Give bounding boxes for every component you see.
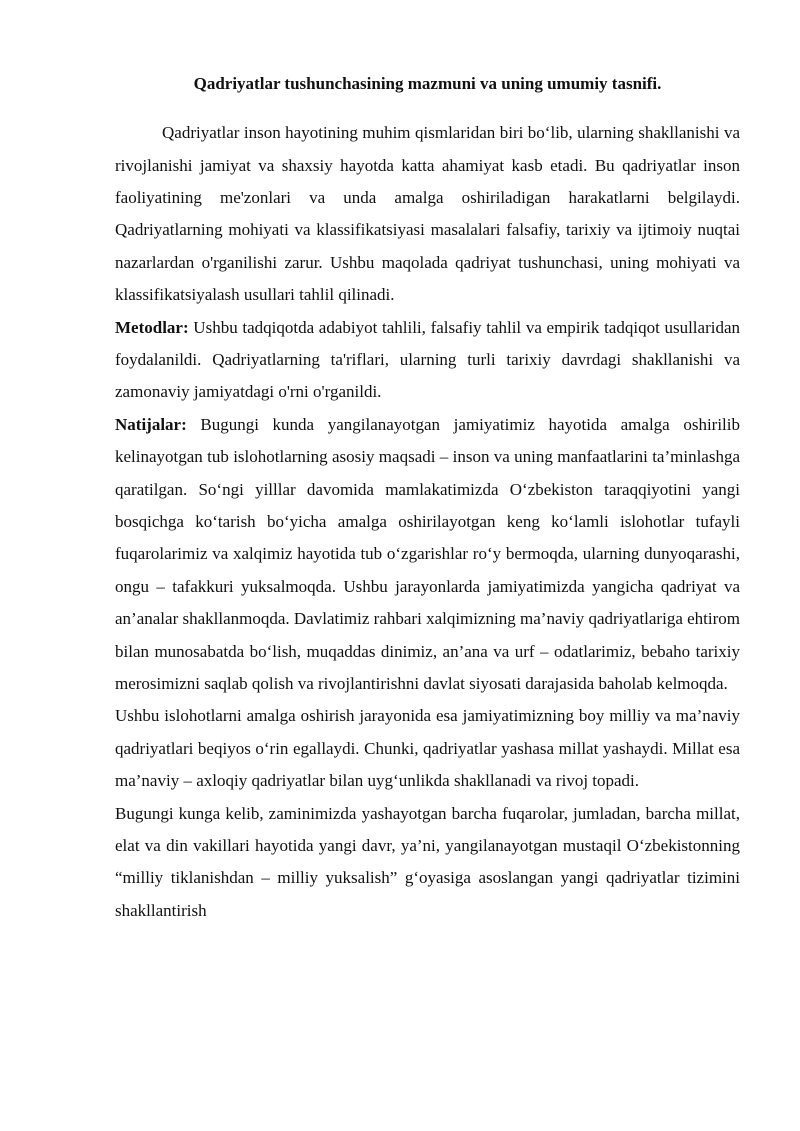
methods-text: Ushbu tadqiqotda adabiyot tahlili, falsafiy tahlil va empirik tadqiqot usullaridan foydalanildi. Qadriyatlarning ta'riflari, ularning turli tarixiy davrdagi shakllanishi va zamonaviy jamiyatdagi o'rni o'rganildi. — [115, 317, 740, 402]
results-paragraph — [115, 409, 740, 701]
document-title: Qadriyatlar tushunchasining mazmuni va uning umumiy tasnifi. — [193, 74, 662, 93]
intro-paragraph: Qadriyatlar inson hayotining muhim qismlaridan biri bo‘lib, ularning shakllanishi va rivojlanishi jamiyat va shaxsiy hayotda katta ahamiyat kasb etadi. Bu qadriyatlar inson faoliyatining me'zonlari va unda amalga oshiriladigan harakatlarni belgilaydi. Qadriyatlarning mohiyati va klassifikatsiyasi masalalari falsafiy, tarixiy va ijtimoiy nuqtai nazarlardan o'rganilishi zarur. Ushbu maqolada qadriyat tushunchasi, uning mohiyati va klassifikatsiyalash usullari tahlil qilinadi. — [115, 123, 740, 305]
document-page — [115, 73, 740, 927]
results-label: Natijalar: — [115, 414, 187, 434]
paragraph-4: Bugungi kunga kelib, zaminimizda yashayotgan barcha fuqarolar, jumladan, barcha millat, elat va din vakillari hayotida yangi davr, ya’ni, yangilanayotgan mustaqil O‘zbekistonning “milliy tiklanishdan – milliy yuksalish” g‘oyasiga asoslangan yangi qadriyatlar tizimini shakllantirish — [115, 803, 740, 920]
results-text: Bugungi kunda yangilanayotgan jamiyatimiz hayotida amalga oshirilib kelinayotgan tub islohotlarning asosiy maqsadi – inson va uning manfaatlarini ta’minlashga qaratilgan. So‘ngi yilllar davomida mamlakatimizda O‘zbekiston taraqqiyotini yangi bosqichga ko‘tarish bo‘yicha amalga oshirilayotgan keng ko‘lamli islohotlar tufayli fuqarolarimiz va xalqimiz hayotida tub o‘zgarishlar ro‘y bermoqda, ularning dunyoqarashi, ongu – tafakkuri yuksalmoqda. Ushbu jarayonlarda jamiyatimizda yangicha qadriyat va an’analar shakllanmoqda. Davlatimiz rahbari xalqimizning ma’naviy qadriyatlariga ehtirom bilan munosabatda bo‘lish, muqaddas dinimiz, an’ana va urf – odatlarimiz, bebaho tarixiy merosimizni saqlab qolish va rivojlantirishni davlat siyosati darajasida baholab kelmoqda. — [115, 414, 740, 693]
methods-paragraph — [115, 312, 740, 409]
methods-label: Metodlar: — [115, 317, 189, 337]
paragraph-3: Ushbu islohotlarni amalga oshirish jarayonida esa jamiyatimizning boy milliy va ma’naviy qadriyatlari beqiyos o‘rin egallaydi. Chunki, qadriyatlar yashasa millat yashaydi. Millat esa ma’naviy – axloqiy qadriyatlar bilan uyg‘unlikda shakllanadi va rivoj topadi. — [115, 706, 740, 791]
